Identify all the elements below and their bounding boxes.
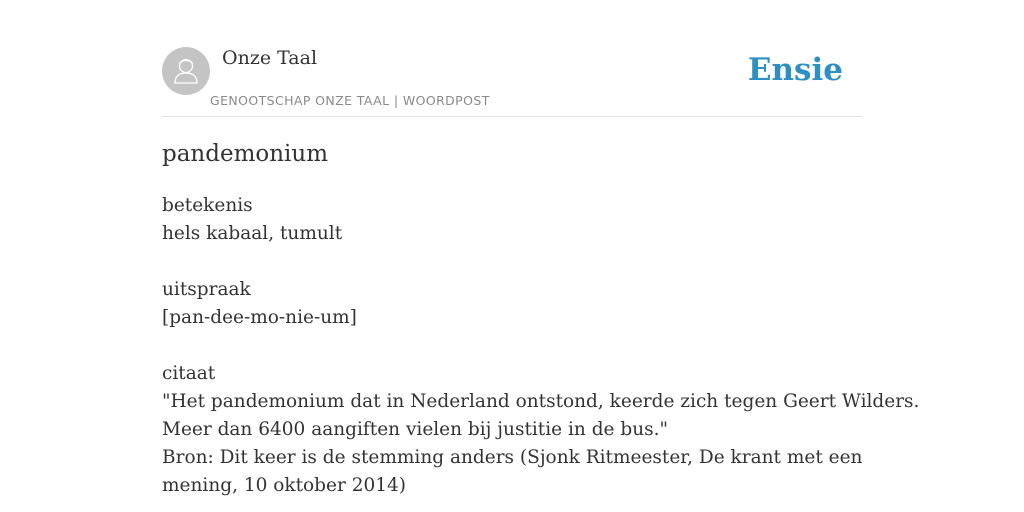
- publication-line[interactable]: GENOOTSCHAP ONZE TAAL | WOORDPOST: [210, 93, 490, 108]
- author-name[interactable]: Onze Taal: [222, 47, 318, 69]
- spacer: [162, 248, 862, 276]
- spacer: [162, 332, 862, 360]
- user-icon: [162, 47, 210, 95]
- quote-text-line-1: "Het pandemonium dat in Nederland ontstond, keerde zich tegen Geert Wilders.: [162, 391, 920, 412]
- meaning-text: hels kabaal, tumult: [162, 223, 343, 244]
- quote-text-line-2: Meer dan 6400 aangiften vielen bij justitie in de bus.": [162, 419, 669, 440]
- meaning-label: betekenis: [162, 195, 253, 216]
- quote-label: citaat: [162, 363, 216, 384]
- pronunciation-label: uitspraak: [162, 279, 251, 300]
- article: [162, 138, 920, 500]
- brand-logo[interactable]: Ensie: [747, 52, 843, 88]
- author-avatar[interactable]: [162, 47, 210, 95]
- pronunciation-text: [pan-dee-mo-nie-um]: [162, 307, 357, 328]
- source-text-line-2: mening, 10 oktober 2014): [162, 475, 406, 496]
- article-body: [162, 192, 920, 500]
- page-header: [162, 46, 862, 117]
- page-title: pandemonium: [162, 141, 329, 167]
- source-text-line-1: Bron: Dit keer is de stemming anders (Sjonk Ritmeester, De krant met een: [162, 447, 863, 468]
